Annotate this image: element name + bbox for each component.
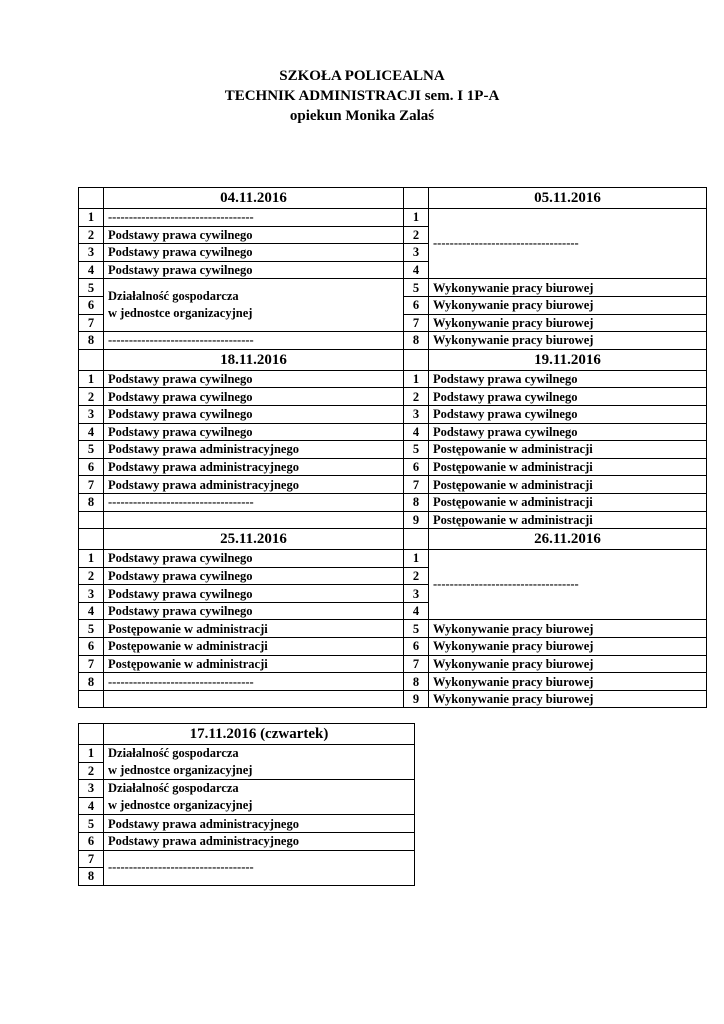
schedule-table-extra bbox=[78, 723, 415, 886]
lesson-cell: Wykonywanie pracy biurowej bbox=[429, 638, 707, 656]
table-row bbox=[79, 279, 707, 297]
lesson-cell: ----------------------------------- bbox=[104, 332, 404, 350]
lesson-number bbox=[79, 690, 104, 708]
lesson-number: 6 bbox=[404, 638, 429, 656]
date-row bbox=[79, 529, 707, 550]
lesson-cell bbox=[104, 690, 404, 708]
lesson-cell: Podstawy prawa administracyjnego bbox=[104, 815, 415, 833]
class-name: TECHNIK ADMINISTRACJI sem. I 1P-A bbox=[224, 88, 500, 104]
table-row bbox=[79, 423, 707, 441]
lesson-cell: Podstawy prawa cywilnego bbox=[104, 370, 404, 388]
table-row bbox=[79, 832, 415, 850]
date-header: 25.11.2016 bbox=[104, 529, 404, 550]
lesson-cell: Postępowanie w administracji bbox=[104, 620, 404, 638]
subject-line: w jednostce organizacyjnej bbox=[108, 763, 253, 778]
lesson-cell: Podstawy prawa administracyjnego bbox=[104, 476, 404, 494]
table-row bbox=[79, 780, 415, 798]
date-row bbox=[79, 349, 707, 370]
lesson-cell: Wykonywanie pracy biurowej bbox=[429, 314, 707, 332]
lesson-number: 3 bbox=[79, 780, 104, 798]
date-row bbox=[79, 188, 707, 209]
lesson-cell: Podstawy prawa cywilnego bbox=[104, 244, 404, 262]
date-header: 18.11.2016 bbox=[104, 349, 404, 370]
date-header: 19.11.2016 bbox=[429, 349, 707, 370]
number-cell bbox=[79, 188, 104, 209]
lesson-number: 9 bbox=[404, 690, 429, 708]
lesson-cell: Podstawy prawa administracyjnego bbox=[104, 458, 404, 476]
lesson-number: 2 bbox=[404, 226, 429, 244]
lesson-number: 4 bbox=[79, 797, 104, 815]
lesson-number: 1 bbox=[79, 370, 104, 388]
lesson-cell: ----------------------------------- bbox=[429, 550, 707, 620]
lesson-cell: Wykonywanie pracy biurowej bbox=[429, 673, 707, 691]
lesson-number: 4 bbox=[404, 261, 429, 279]
table-row bbox=[79, 690, 707, 708]
lesson-number: 3 bbox=[404, 405, 429, 423]
table-row bbox=[79, 405, 707, 423]
table-row bbox=[79, 550, 707, 568]
lesson-number: 1 bbox=[79, 745, 104, 763]
subject-line: Działalność gospodarcza bbox=[108, 746, 239, 761]
lesson-cell: Podstawy prawa cywilnego bbox=[104, 423, 404, 441]
lesson-number: 4 bbox=[404, 423, 429, 441]
lesson-number: 7 bbox=[404, 314, 429, 332]
lesson-number: 5 bbox=[79, 815, 104, 833]
lesson-number: 2 bbox=[404, 388, 429, 406]
lesson-cell bbox=[104, 780, 415, 815]
lesson-number: 3 bbox=[79, 585, 104, 603]
subject-line: w jednostce organizacyjnej bbox=[108, 306, 253, 321]
number-cell bbox=[79, 529, 104, 550]
table-row bbox=[79, 638, 707, 656]
lesson-cell: Podstawy prawa administracyjnego bbox=[104, 832, 415, 850]
lesson-number: 1 bbox=[404, 209, 429, 227]
lesson-cell: Postępowanie w administracji bbox=[429, 476, 707, 494]
lesson-cell: Wykonywanie pracy biurowej bbox=[429, 279, 707, 297]
lesson-number: 7 bbox=[79, 655, 104, 673]
lesson-number: 6 bbox=[79, 832, 104, 850]
subject-line: w jednostce organizacyjnej bbox=[108, 798, 253, 813]
lesson-number: 3 bbox=[404, 244, 429, 262]
lesson-cell: ----------------------------------- bbox=[429, 209, 707, 279]
table-row bbox=[79, 209, 707, 227]
lesson-cell: ----------------------------------- bbox=[104, 673, 404, 691]
document-header bbox=[0, 66, 724, 126]
date-header: 04.11.2016 bbox=[104, 188, 404, 209]
lesson-number: 8 bbox=[79, 673, 104, 691]
lesson-cell: Podstawy prawa cywilnego bbox=[104, 602, 404, 620]
lesson-cell: Podstawy prawa cywilnego bbox=[104, 226, 404, 244]
number-cell bbox=[79, 349, 104, 370]
lesson-cell: Postępowanie w administracji bbox=[429, 493, 707, 511]
lesson-cell: Podstawy prawa cywilnego bbox=[429, 370, 707, 388]
lesson-number: 2 bbox=[404, 567, 429, 585]
lesson-number: 4 bbox=[79, 261, 104, 279]
table-row bbox=[79, 493, 707, 511]
table-row bbox=[79, 458, 707, 476]
date-header: 26.11.2016 bbox=[429, 529, 707, 550]
lesson-number: 5 bbox=[79, 620, 104, 638]
subject-line: Działalność gospodarcza bbox=[108, 289, 239, 304]
number-cell bbox=[404, 349, 429, 370]
lesson-cell: Podstawy prawa cywilnego bbox=[104, 585, 404, 603]
lesson-cell bbox=[104, 279, 404, 332]
date-row bbox=[79, 724, 415, 745]
lesson-number: 8 bbox=[79, 332, 104, 350]
school-name: SZKOŁA POLICEALNA bbox=[279, 68, 445, 84]
lesson-cell: Postępowanie w administracji bbox=[429, 441, 707, 459]
lesson-number: 9 bbox=[404, 511, 429, 529]
lesson-number: 1 bbox=[79, 550, 104, 568]
lesson-number: 3 bbox=[79, 405, 104, 423]
table-row bbox=[79, 441, 707, 459]
table-row bbox=[79, 388, 707, 406]
lesson-cell: Podstawy prawa cywilnego bbox=[429, 423, 707, 441]
lesson-number: 6 bbox=[79, 458, 104, 476]
lesson-number: 7 bbox=[404, 655, 429, 673]
lesson-number: 4 bbox=[79, 602, 104, 620]
lesson-number: 8 bbox=[404, 493, 429, 511]
lesson-cell: ----------------------------------- bbox=[104, 493, 404, 511]
lesson-cell bbox=[104, 745, 415, 780]
table-row bbox=[79, 370, 707, 388]
lesson-number: 1 bbox=[79, 209, 104, 227]
lesson-number: 4 bbox=[404, 602, 429, 620]
subject-line: Działalność gospodarcza bbox=[108, 781, 239, 796]
lesson-number: 8 bbox=[79, 493, 104, 511]
schedule-table-main bbox=[78, 187, 707, 708]
table-row bbox=[79, 673, 707, 691]
lesson-number: 2 bbox=[79, 388, 104, 406]
lesson-cell: Podstawy prawa cywilnego bbox=[104, 550, 404, 568]
lesson-cell: Podstawy prawa cywilnego bbox=[104, 567, 404, 585]
lesson-number: 5 bbox=[404, 620, 429, 638]
lesson-number: 2 bbox=[79, 567, 104, 585]
lesson-number: 6 bbox=[79, 638, 104, 656]
lesson-number: 7 bbox=[79, 476, 104, 494]
lesson-cell: Wykonywanie pracy biurowej bbox=[429, 296, 707, 314]
supervisor: opiekun Monika Zalaś bbox=[289, 108, 435, 124]
lesson-cell: Podstawy prawa cywilnego bbox=[104, 405, 404, 423]
lesson-cell: Wykonywanie pracy biurowej bbox=[429, 620, 707, 638]
lesson-number: 5 bbox=[79, 441, 104, 459]
date-header: 17.11.2016 (czwartek) bbox=[104, 724, 415, 745]
lesson-number: 3 bbox=[79, 244, 104, 262]
lesson-cell: Wykonywanie pracy biurowej bbox=[429, 332, 707, 350]
lesson-cell: Wykonywanie pracy biurowej bbox=[429, 655, 707, 673]
lesson-cell: Podstawy prawa cywilnego bbox=[104, 388, 404, 406]
lesson-number: 1 bbox=[404, 550, 429, 568]
table-row bbox=[79, 745, 415, 763]
lesson-cell: ----------------------------------- bbox=[104, 209, 404, 227]
lesson-number: 8 bbox=[404, 332, 429, 350]
lesson-number: 2 bbox=[79, 226, 104, 244]
lesson-number bbox=[79, 511, 104, 529]
lesson-number: 6 bbox=[79, 296, 104, 314]
lesson-number: 2 bbox=[79, 762, 104, 780]
number-cell bbox=[79, 724, 104, 745]
lesson-number: 5 bbox=[79, 279, 104, 297]
table-row bbox=[79, 332, 707, 350]
lesson-number: 7 bbox=[79, 314, 104, 332]
lesson-number: 4 bbox=[79, 423, 104, 441]
lesson-cell: Wykonywanie pracy biurowej bbox=[429, 690, 707, 708]
lesson-number: 1 bbox=[404, 370, 429, 388]
lesson-cell: Podstawy prawa cywilnego bbox=[429, 405, 707, 423]
lesson-number: 8 bbox=[79, 868, 104, 886]
lesson-cell: Postępowanie w administracji bbox=[104, 638, 404, 656]
lesson-number: 6 bbox=[404, 458, 429, 476]
table-row bbox=[79, 511, 707, 529]
lesson-number: 7 bbox=[404, 476, 429, 494]
lesson-number: 7 bbox=[79, 850, 104, 868]
number-cell bbox=[404, 529, 429, 550]
number-cell bbox=[404, 188, 429, 209]
lesson-cell: Postępowanie w administracji bbox=[104, 655, 404, 673]
lesson-cell: Podstawy prawa administracyjnego bbox=[104, 441, 404, 459]
lesson-number: 8 bbox=[404, 673, 429, 691]
table-row bbox=[79, 476, 707, 494]
lesson-number: 6 bbox=[404, 296, 429, 314]
table-row bbox=[79, 815, 415, 833]
table-row bbox=[79, 620, 707, 638]
lesson-cell: Podstawy prawa cywilnego bbox=[429, 388, 707, 406]
table-row bbox=[79, 850, 415, 868]
lesson-number: 3 bbox=[404, 585, 429, 603]
table-row bbox=[79, 655, 707, 673]
date-header: 05.11.2016 bbox=[429, 188, 707, 209]
lesson-cell: ----------------------------------- bbox=[104, 850, 415, 885]
lesson-cell: Podstawy prawa cywilnego bbox=[104, 261, 404, 279]
lesson-cell: Postępowanie w administracji bbox=[429, 458, 707, 476]
lesson-cell: Postępowanie w administracji bbox=[429, 511, 707, 529]
lesson-number: 5 bbox=[404, 441, 429, 459]
lesson-number: 5 bbox=[404, 279, 429, 297]
lesson-cell bbox=[104, 511, 404, 529]
